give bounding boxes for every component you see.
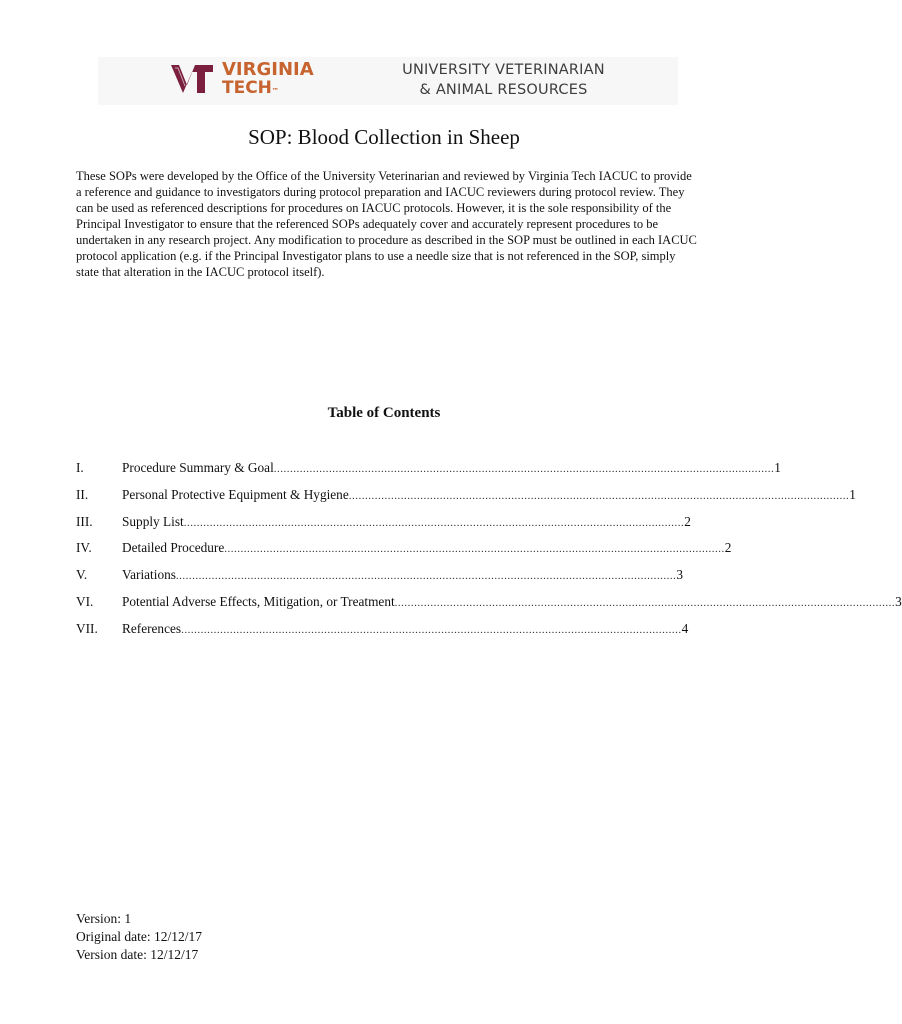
unit-name-line-2: & ANIMAL RESOURCES: [419, 82, 588, 98]
toc-title: Supply List: [122, 513, 184, 529]
trademark-symbol: ™: [271, 87, 279, 95]
document-title: SOP: Blood Collection in Sheep: [248, 125, 520, 149]
toc-number: VII.: [76, 620, 98, 636]
toc-entry-2[interactable]: [76, 486, 856, 513]
toc-page-number: 1: [774, 460, 781, 475]
toc-title: Potential Adverse Effects, Mitigation, or Treatment: [122, 593, 395, 609]
version-footer: [76, 910, 202, 964]
toc-title: Procedure Summary & Goal: [122, 460, 274, 475]
toc-number: VI.: [76, 593, 94, 609]
unit-name-line-1: UNIVERSITY VETERINARIAN: [402, 62, 605, 78]
toc-entry-6[interactable]: [76, 593, 902, 620]
brand-line-2: TECH: [222, 78, 272, 98]
toc-page-number: 3: [895, 593, 902, 609]
toc-heading: Table of Contents: [327, 405, 441, 421]
intro-paragraph: These SOPs were developed by the Office of the University Veterinarian and reviewed by Virginia Tech IACUC to provide a reference and guidance to investigators during protocol preparation and IACUC reviewers during protocol review. They can be used as referenced descriptions for procedures on IACUC protocols. However, it is the sole responsibility of the Principal Investigator to ensure that the referenced SOPs adequately cover and accurately represent procedures to be undertaken in any research project. Any modification to procedure as described in the SOP must be outlined in each IACUC protocol application (e.g. if the Principal Investigator plans to use a needle size that is not referenced in the SOP, simply state that alteration in the IACUC protocol itself).: [76, 169, 697, 279]
dot-leader: ..........................................................................................................................................................: [348, 489, 850, 502]
dot-leader: ..........................................................................................................................................................: [273, 463, 775, 475]
dot-leader: ..........................................................................................................................................................: [181, 623, 682, 636]
toc-entry-4[interactable]: [76, 539, 732, 566]
toc-entry-7[interactable]: [76, 620, 689, 647]
brand-wordmark: [222, 60, 314, 101]
toc-title: References: [122, 620, 182, 636]
toc-page-number: 3: [676, 567, 684, 583]
toc-number: II.: [76, 486, 89, 502]
original-date: Original date: 12/12/17: [76, 929, 202, 944]
toc-title: Detailed Procedure: [122, 540, 225, 556]
dot-leader: ..........................................................................................................................................................: [183, 516, 685, 529]
toc-title: Variations: [122, 567, 176, 583]
dot-leader: ..........................................................................................................................................................: [394, 596, 896, 609]
toc-entry-5[interactable]: [76, 566, 684, 593]
dot-leader: ..........................................................................................................................................................: [224, 543, 725, 556]
toc-page-number: 4: [681, 620, 689, 636]
toc-entry-1[interactable]: [76, 459, 781, 486]
table-of-contents: [76, 459, 902, 647]
toc-number: I.: [76, 460, 84, 475]
vt-logo-icon: [170, 62, 214, 96]
version-number: Version: 1: [76, 911, 132, 926]
brand-line-1: VIRGINIA: [222, 59, 314, 80]
toc-number: III.: [76, 513, 93, 529]
toc-entry-3[interactable]: [76, 513, 691, 540]
toc-title: Personal Protective Equipment & Hygiene: [122, 486, 349, 502]
unit-name: [386, 60, 621, 100]
toc-number: V.: [76, 567, 88, 583]
version-date: Version date: 12/12/17: [76, 947, 199, 962]
dot-leader: ..........................................................................................................................................................: [175, 570, 677, 583]
toc-page-number: 2: [684, 513, 691, 529]
toc-page-number: 1: [849, 486, 856, 502]
toc-number: IV.: [76, 540, 92, 556]
toc-page-number: 2: [724, 540, 732, 556]
